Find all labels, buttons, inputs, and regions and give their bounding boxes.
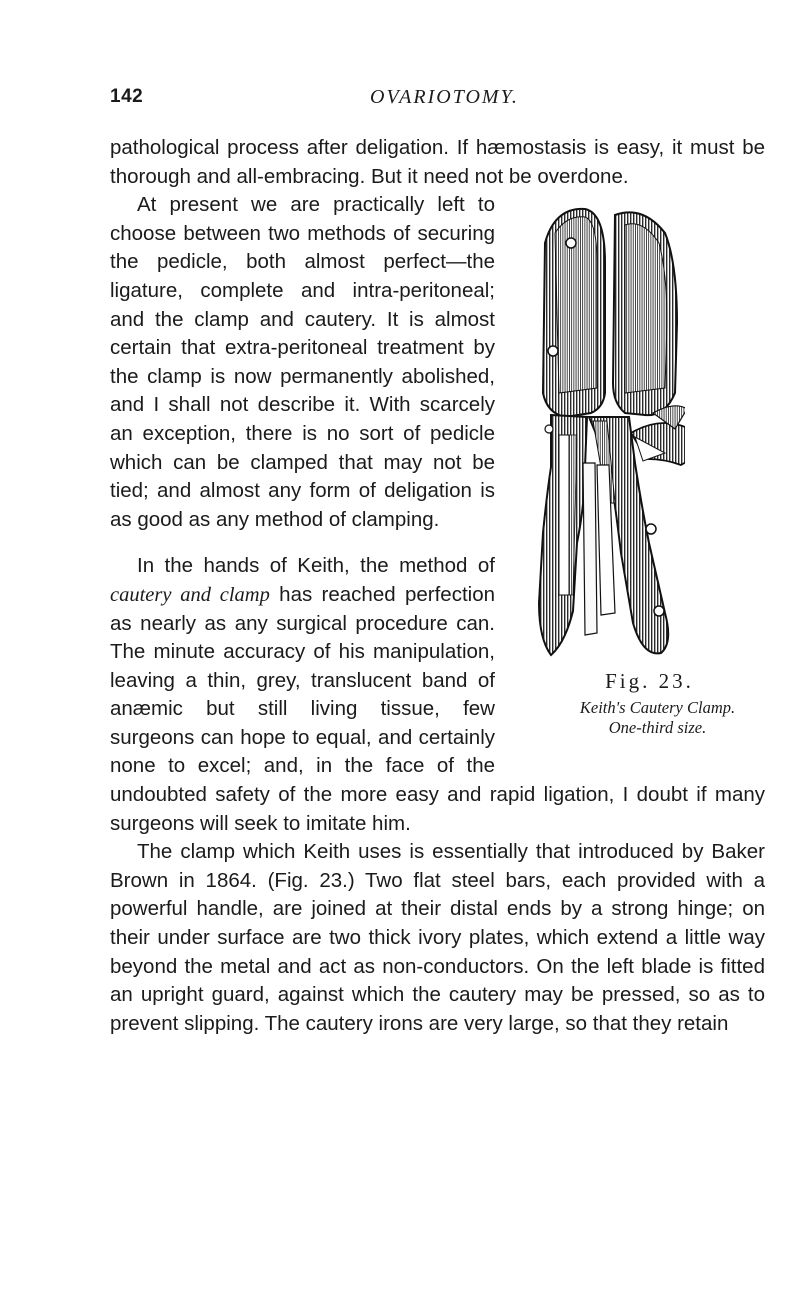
paragraph-3-italic: cautery and clamp — [110, 583, 270, 606]
figure-23 — [509, 203, 779, 755]
paragraph-4: The clamp which Keith uses is essentially that introduced by Baker Brown in 1864. (Fig. 23.) Two flat steel bars, each provided with a powerful handle, are joined at their distal ends by a strong hinge; on their under surface are two thick ivory plates, which extend a little way beyond the metal and act as non-conductors. On the left blade is fitted an upright guard, against which the cautery may be pressed, so as to prevent slipping. The cautery irons are very large, so that they retain — [110, 840, 765, 1035]
body-text — [110, 134, 765, 1038]
right-handle — [613, 213, 677, 416]
paragraph-3-start: In the hands of Keith, the method of — [137, 554, 495, 578]
ivory-plate — [583, 463, 597, 635]
running-title: OVARIOTOMY. — [370, 86, 519, 108]
paragraph-2-text: At present we are practically left to choose between two methods of securing the pedicle, both almost perfect—the ligature, complete and intra-peritoneal; and the clamp and cautery. It is almost certain that extra-peritoneal treatment by the clamp is now permanently abolished, and I shall not describe it. With scarcely an exception, there is no sort of pedicle which can be clamped that may not be tied; and almost any form of deligation is as good as any method of clamping. — [110, 193, 495, 531]
paragraph-1: pathological process after deligation. If hæmostasis is easy, it must be thorough and all-embracing. But it need not be overdone. — [110, 136, 765, 188]
page-header — [110, 86, 760, 116]
left-blade — [539, 415, 587, 655]
paragraph-3-end: has reached perfection as nearly as any surgical procedure can. The minute accuracy of his manipulation, leaving a thin, grey, translucent band of anæmic but still living tissue, few surgeons can hope to equal, and certainly none to excel; and, in the face of the undoubted safety of the more easy and rapid ligation, I doubt if many surgeons will seek to imitate him. — [110, 582, 765, 835]
left-handle — [543, 209, 605, 417]
figure-scale: One-third size. — [608, 717, 707, 737]
figure-number: Fig. 23. — [605, 669, 694, 694]
figure-title: Keith's Cautery Clamp. — [579, 697, 736, 717]
cautery-clamp-illustration — [525, 203, 685, 663]
figure-caption — [509, 667, 779, 738]
page-number: 142 — [110, 86, 144, 107]
